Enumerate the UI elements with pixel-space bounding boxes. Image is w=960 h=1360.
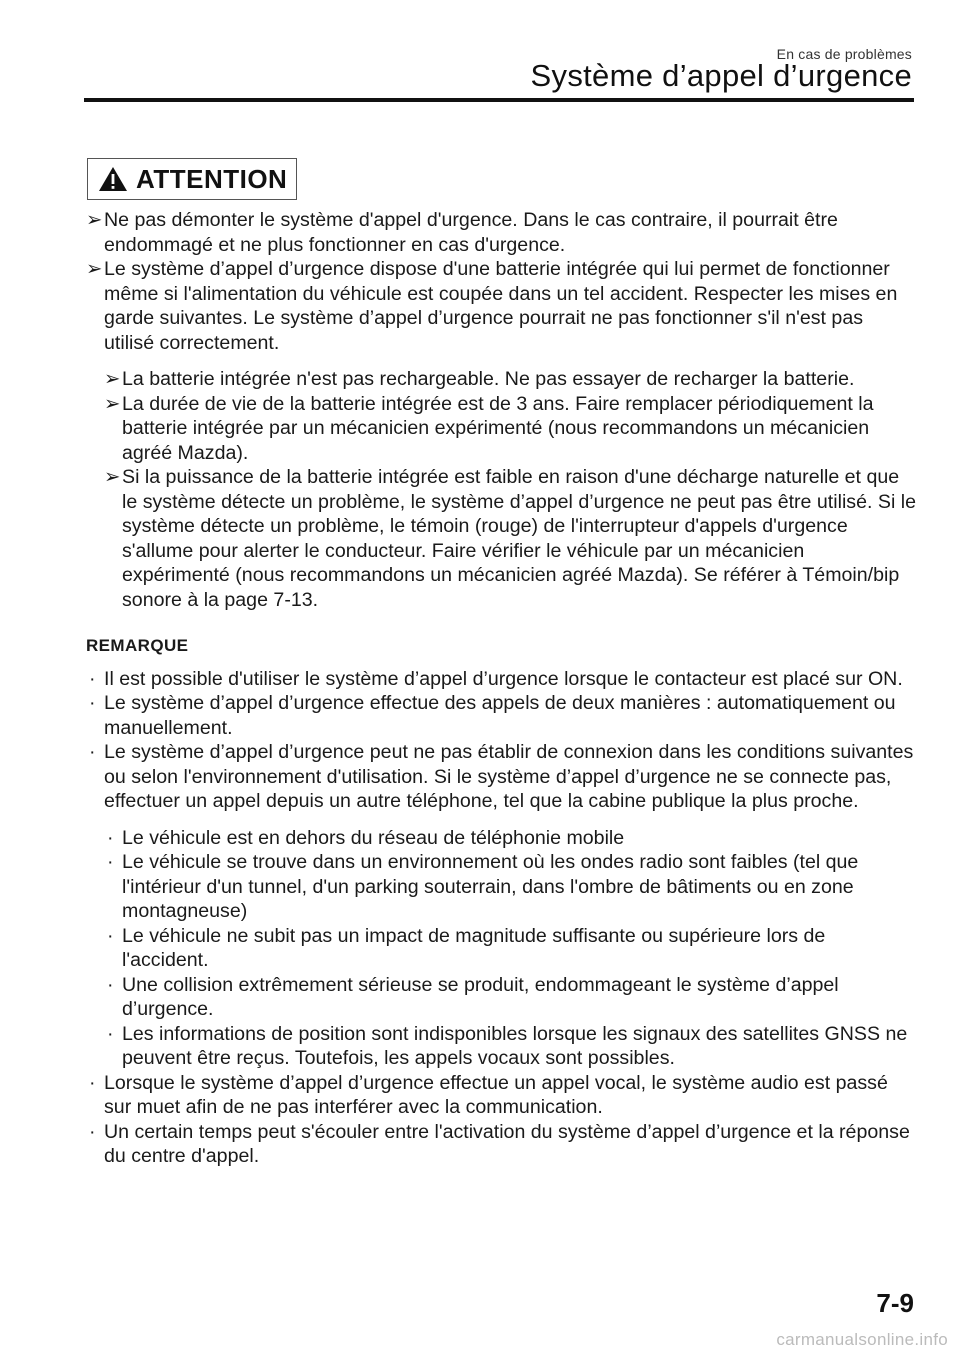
note-subitem-text: Les informations de position sont indisponibles lorsque les signaux des satellites GNSS ne peuvent être reçus. Toutefois, les appels vocaux sont possibles. <box>122 1022 908 1069</box>
bullet-dot-icon: · <box>107 851 114 873</box>
page-title: Système d’appel d’urgence <box>530 58 912 93</box>
chevron-right-icon: ➢ <box>86 258 103 280</box>
chevron-right-icon: ➢ <box>86 209 103 231</box>
bullet-dot-icon: · <box>89 692 96 714</box>
bullet-dot-icon: · <box>89 1071 96 1094</box>
content <box>86 208 916 1169</box>
attention-item-text: Le système d’appel d’urgence dispose d'une batterie intégrée qui lui permet de fonctionner même si l'alimentation du véhicule est coupée dans un tel accident. Respecter les mises en garde suivantes. Le système d’appel d’urgence pourrait ne pas fonctionner s'il n'est pas utilisé correctement. <box>104 258 898 354</box>
header-rule <box>84 98 914 102</box>
note-label: REMARQUE <box>86 636 189 655</box>
bullet-dot-icon: · <box>89 741 96 763</box>
bullet-dot-icon: · <box>107 826 114 849</box>
attention-label: ATTENTION <box>136 163 288 194</box>
bullet-dot-icon: · <box>89 1120 96 1143</box>
attention-subitem-text: La batterie intégrée n'est pas rechargeable. Ne pas essayer de recharger la batterie. <box>122 368 855 390</box>
note-item <box>86 1071 916 1120</box>
note-item <box>86 667 916 692</box>
attention-box <box>87 158 297 200</box>
bullet-dot-icon: · <box>89 667 96 690</box>
note-item-text: Un certain temps peut s'écouler entre l'activation du système d’appel d’urgence et la réponse du centre d'appel. <box>104 1120 910 1167</box>
note-subitem <box>104 1022 916 1071</box>
attention-item-text: Ne pas démonter le système d'appel d'urgence. Dans le cas contraire, il pourrait être endommagé et ne plus fonctionner en cas d'urgence. <box>104 209 838 256</box>
bullet-dot-icon: · <box>107 1022 114 1045</box>
attention-subitem <box>104 367 916 392</box>
note-subitem <box>104 826 916 851</box>
attention-subitem-text: Si la puissance de la batterie intégrée est faible en raison d'une décharge naturelle et que le système détecte un problème, le système d’appel d’urgence ne peut pas être utilisé. Si le système détecte un problème, le témoin (rouge) de l'interrupteur d'appels d'urgence s'allume pour alerter le conducteur. Faire vérifier le véhicule par un mécanicien expérimenté (nous recommandons un mécanicien agréé Mazda). Se référer à Témoin/bip sonore à la page 7-13. <box>122 466 916 611</box>
note-subitem <box>104 924 916 973</box>
note-subitem-text: Le véhicule ne subit pas un impact de magnitude suffisante ou supérieure lors de l'accident. <box>122 924 826 971</box>
note-item <box>86 740 916 814</box>
note-subitem-text: Le véhicule est en dehors du réseau de téléphonie mobile <box>122 826 625 849</box>
attention-item <box>86 208 916 257</box>
page-number: 7-9 <box>876 1288 914 1318</box>
warning-triangle-icon <box>98 166 128 192</box>
note-subitem <box>104 850 916 924</box>
chevron-right-icon: ➢ <box>104 368 121 390</box>
note-subitem <box>104 973 916 1022</box>
watermark: carmanualsonline.info <box>776 1330 948 1349</box>
attention-subitem-text: La durée de vie de la batterie intégrée est de 3 ans. Faire remplacer périodiquement la batterie intégrée par un mécanicien expérimenté (nous recommandons un mécanicien agréé Mazda). <box>122 392 874 464</box>
note-item-text: Il est possible d'utiliser le système d’appel d’urgence lorsque le contacteur est placé sur ON. <box>104 667 903 690</box>
note-subitem-text: Le véhicule se trouve dans un environnement où les ondes radio sont faibles (tel que l'intérieur d'un tunnel, d'un parking souterrain, dans l'ombre de bâtiments ou en zone montagneuse) <box>122 851 859 922</box>
note-item-text: Le système d’appel d’urgence peut ne pas établir de connexion dans les conditions suivantes ou selon l'environnement d'utilisation. Si le système d’appel d’urgence ne se connecte pas, effectuer un appel depuis un autre téléphone, tel que la cabine publique la plus proche. <box>104 741 914 812</box>
note-item-text: Le système d’appel d’urgence effectue des appels de deux manières : automatiquement ou manuellement. <box>104 692 896 739</box>
note-item <box>86 1120 916 1169</box>
header-section-label: En cas de problèmes <box>776 46 912 62</box>
note-item <box>86 691 916 740</box>
bullet-dot-icon: · <box>107 973 114 996</box>
chevron-right-icon: ➢ <box>104 392 121 415</box>
attention-subitem <box>104 465 916 612</box>
bullet-dot-icon: · <box>107 924 114 947</box>
chevron-right-icon: ➢ <box>104 466 121 488</box>
note-item-text: Lorsque le système d’appel d’urgence effectue un appel vocal, le système audio est passé sur muet afin de ne pas interférer avec la communication. <box>104 1071 888 1118</box>
attention-item <box>86 257 916 355</box>
attention-subitem <box>104 392 916 466</box>
note-subitem-text: Une collision extrêmement sérieuse se produit, endommageant le système d’appel d’urgence. <box>122 973 839 1020</box>
